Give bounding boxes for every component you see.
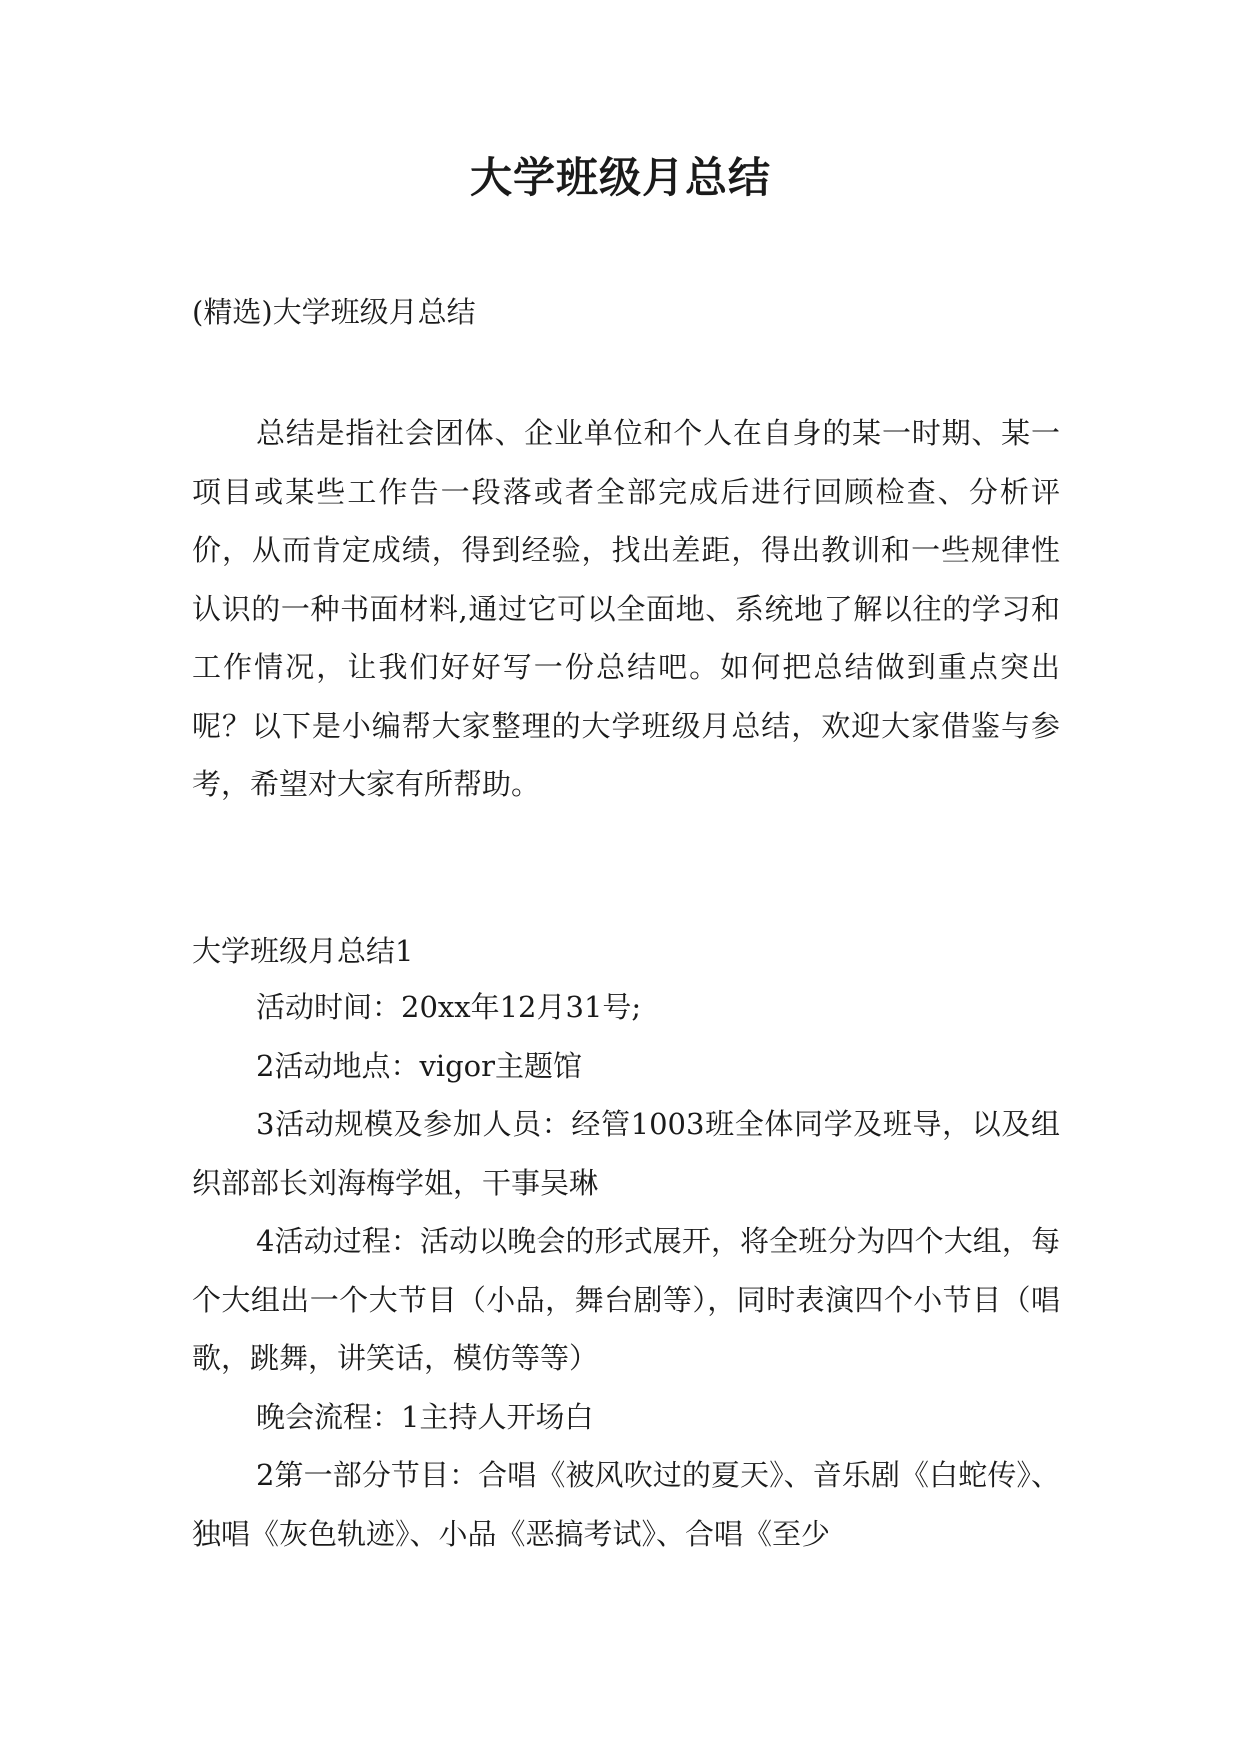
intro-paragraph: 总结是指社会团体、企业单位和个人在自身的某一时期、某一项目或某些工作告一段落或者全部完成后进行回顾检查、分析评价，从而肯定成绩，得到经验，找出差距，得出教训和一些规律性认识的一种书面材料,通过它可以全面地、系统地了解以往的学习和工作情况，让我们好好写一份总结吧。如何把总结做到重点突出呢？以下是小编帮大家整理的大学班级月总结，欢迎大家借鉴与参考，希望对大家有所帮助。 bbox=[192, 416, 1060, 801]
document-subtitle: (精选)大学班级月总结 bbox=[192, 295, 476, 329]
activity-participants: 3活动规模及参加人员：经管1003班全体同学及班导，以及组织部部长刘海梅学姐，干事吴琳 bbox=[192, 1107, 1060, 1200]
party-agenda: 晚会流程：1主持人开场白 bbox=[256, 1399, 594, 1434]
section-heading: 大学班级月总结1 bbox=[192, 934, 414, 968]
document-title: 大学班级月总结 bbox=[469, 153, 771, 202]
activity-process: 4活动过程：活动以晚会的形式展开，将全班分为四个大组，每个大组出一个大节目（小品，舞台剧等），同时表演四个小节目（唱歌，跳舞，讲笑话，模仿等等） bbox=[192, 1224, 1060, 1375]
program-part-one: 2第一部分节目：合唱《被风吹过的夏天》、音乐剧《白蛇传》、独唱《灰色轨迹》、小品《恶搞考试》、合唱《至少 bbox=[192, 1458, 1060, 1551]
activity-location: 2活动地点：vigor主题馆 bbox=[256, 1048, 582, 1083]
section-body bbox=[192, 978, 1060, 1563]
activity-time: 活动时间：20xx年12月31号; bbox=[256, 990, 642, 1024]
